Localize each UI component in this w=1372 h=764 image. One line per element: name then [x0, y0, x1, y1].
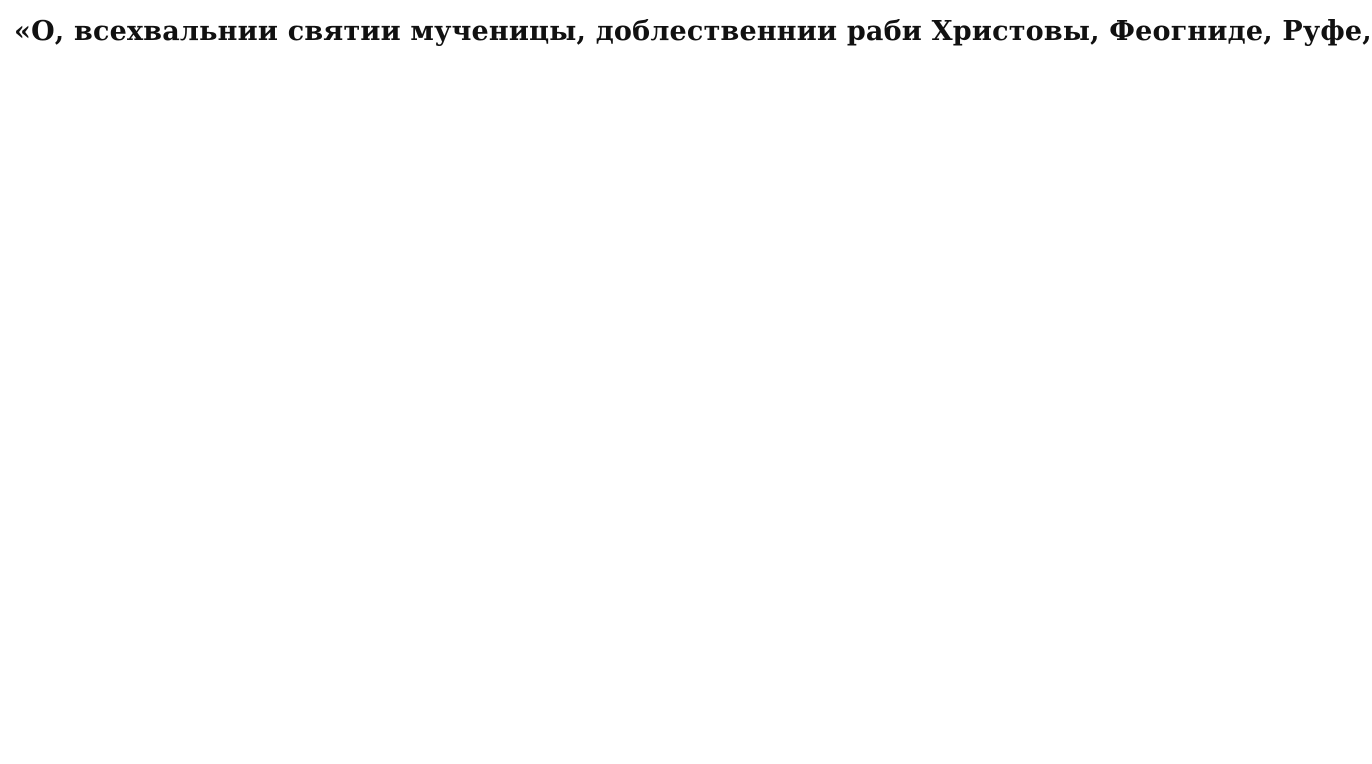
prayer-line: [14, 533, 1186, 577]
prayer-line: [14, 54, 1186, 98]
prayer-line: [14, 97, 1186, 141]
prayer-line: [14, 184, 1186, 228]
prayer-line: [14, 708, 1186, 752]
prayer-line: [14, 272, 1186, 316]
prayer-line: [14, 141, 1186, 185]
prayer-line: [14, 228, 1186, 272]
prayer-line: «О, всехвальнии святии мученицы, доблественнии раби Христовы, Феогниде, Руфе,: [14, 16, 1372, 47]
prayer-line: [14, 315, 1186, 359]
prayer-line: [14, 664, 1186, 708]
prayer-line: [14, 577, 1186, 621]
prayer-line: [14, 620, 1186, 664]
prayer-line: [14, 490, 1186, 534]
prayer-line: [14, 359, 1186, 403]
prayer-line: [14, 446, 1186, 490]
prayer-line: [14, 402, 1186, 446]
